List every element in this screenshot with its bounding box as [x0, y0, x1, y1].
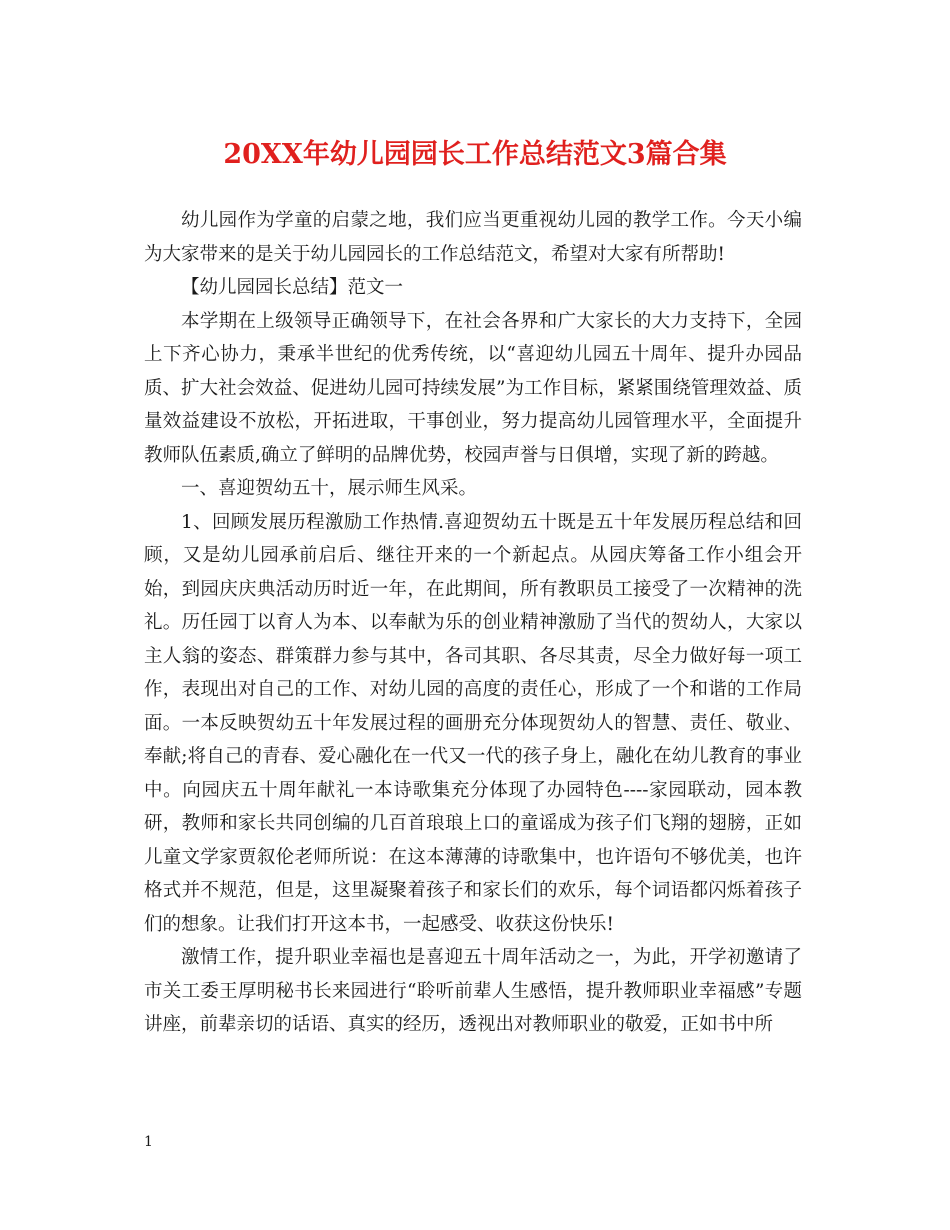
intro-paragraph: 幼儿园作为学童的启蒙之地，我们应当更重视幼儿园的教学工作。今天小编为大家带来的是关于幼儿园园长的工作总结范文，希望对大家有所帮助! [144, 210, 802, 265]
document-title: 20XX年幼儿园园长工作总结范文3篇合集 [223, 139, 727, 170]
body-paragraph: 1、回顾发展历程激励工作热情.喜迎贺幼五十既是五十年发展历程总结和回顾，又是幼儿园承前启后、继往开来的一个新起点。从园庆筹备工作小组会开始，到园庆庆典活动历时近一年，在此期间，所有教职员工接受了一次精神的洗礼。历任园丁以育人为本、以奉献为乐的创业精神激励了当代的贺幼人，大家以主人翁的姿态、群策群力参与其中，各司其职、各尽其责，尽全力做好每一项工作，表现出对自己的工作、对幼儿园的高度的责任心，形成了一个和谐的工作局面。一本反映贺幼五十年发展过程的画册充分体现贺幼人的智慧、责任、敬业、奉献;将自己的青春、爱心融化在一代又一代的孩子身上，融化在幼儿教育的事业中。向园庆五十周年献礼一本诗歌集充分体现了办园特色----家园联动，园本教研，教师和家长共同创编的几百首琅琅上口的童谣成为孩子们飞翔的翅膀，正如儿童文学家贾叙伦老师所说：在这本薄薄的诗歌集中，也许语句不够优美，也许格式并不规范，但是，这里凝聚着孩子和家长们的欢乐，每个词语都闪烁着孩子们的想象。让我们打开这本书，一起感受、收获这份快乐! [144, 511, 802, 935]
section-heading: 【幼儿园园长总结】范文一 [181, 277, 404, 298]
body-paragraph: 本学期在上级领导正确领导下，在社会各界和广大家长的大力支持下，全园上下齐心协力，秉承半世纪的优秀传统，以“喜迎幼儿园五十周年、提升办园品质、扩大社会效益、促进幼儿园可持续发展”为工作目标，紧紧围绕管理效益、质量效益建设不放松，开拓进取，干事创业，努力提高幼儿园管理水平，全面提升教师队伍素质,确立了鲜明的品牌优势，校园声誉与日俱增，实现了新的跨越。 [144, 310, 802, 466]
subsection-heading: 一、喜迎贺幼五十，展示师生风采。 [181, 478, 478, 499]
page-number: 1 [144, 1134, 153, 1150]
body-paragraph: 激情工作，提升职业幸福也是喜迎五十周年活动之一，为此，开学初邀请了市关工委王厚明秘书长来园进行“聆听前辈人生感悟，提升教师职业幸福感”专题讲座，前辈亲切的话语、真实的经历，透视出对教师职业的敬爱，正如书中所 [144, 947, 802, 1035]
document-body [144, 204, 802, 1042]
